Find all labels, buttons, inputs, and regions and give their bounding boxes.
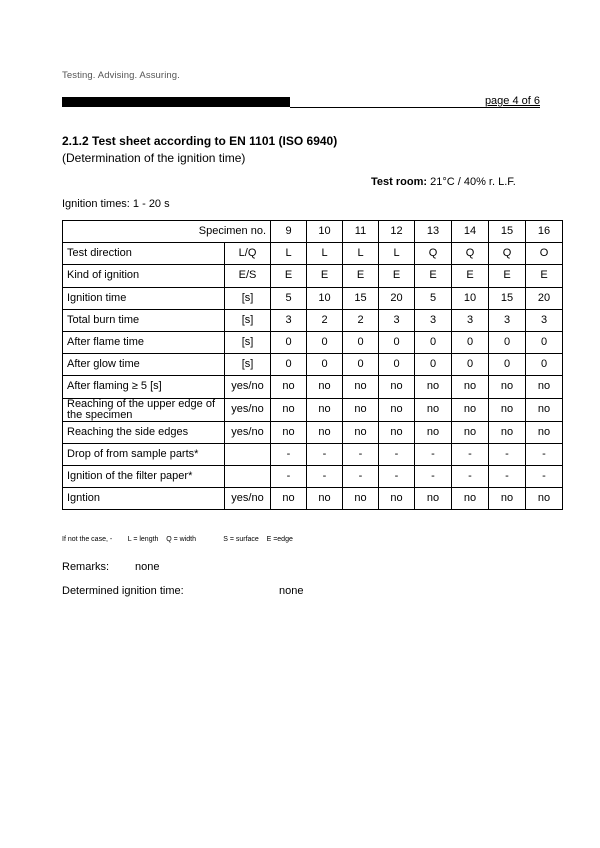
table-cell: - [489,465,526,487]
row-label: Ignition time [63,287,225,309]
test-room-label: Test room: [371,176,428,188]
table-cell: 0 [489,331,526,353]
table-row [63,309,563,331]
table-row [63,421,563,443]
table-cell: Q [415,243,452,265]
determined-label: Determined ignition time: [62,585,184,597]
table-cell: no [307,376,343,398]
test-sheet-table [62,220,563,510]
table-cell: no [307,488,343,510]
determined-value: none [279,585,304,597]
table-cell: 3 [271,309,307,331]
table-cell: 0 [415,354,452,376]
row-label: Kind of ignition [63,265,225,287]
table-cell: - [307,443,343,465]
table-row [63,443,563,465]
table-cell: 5 [415,287,452,309]
table-cell: 2 [307,309,343,331]
table-header-row [63,221,563,243]
row-unit: [s] [225,331,271,353]
table-cell: 15 [343,287,379,309]
table-row [63,398,563,421]
table-cell: 0 [415,331,452,353]
remarks [62,561,160,573]
table-cell: no [489,376,526,398]
table-cell: E [489,265,526,287]
specimen-number: 14 [452,221,489,243]
row-unit: [s] [225,287,271,309]
table-cell: E [452,265,489,287]
row-unit [225,465,271,487]
row-unit: yes/no [225,376,271,398]
legend: If not the case, - L = length Q = width S = surface E =edge [62,536,293,543]
specimen-number: 12 [379,221,415,243]
table-row [63,488,563,510]
table-cell: 3 [379,309,415,331]
header-bar [62,96,540,108]
page-number: page 4 of 6 [484,95,540,107]
test-room-value: 21°C / 40% r. L.F. [427,176,516,188]
table-cell: no [452,398,489,421]
row-unit: E/S [225,265,271,287]
table-cell: E [307,265,343,287]
table-cell: no [271,488,307,510]
table-cell: 20 [526,287,563,309]
row-label: Test direction [63,243,225,265]
specimen-number: 10 [307,221,343,243]
table-cell: - [379,465,415,487]
table-cell: no [379,398,415,421]
table-row [63,243,563,265]
table-cell: - [271,465,307,487]
table-cell: - [415,465,452,487]
table-cell: 2 [343,309,379,331]
table-cell: no [526,398,563,421]
row-label: After glow time [63,354,225,376]
table-cell: 0 [452,354,489,376]
table-cell: 3 [452,309,489,331]
row-label: After flame time [63,331,225,353]
table-cell: no [415,398,452,421]
table-row [63,354,563,376]
row-label: After flaming ≥ 5 [s] [63,376,225,398]
row-label: Reaching the side edges [63,421,225,443]
table-cell: no [343,421,379,443]
table-cell: no [271,421,307,443]
table-cell: 0 [526,331,563,353]
table-cell: no [343,398,379,421]
table-cell: no [489,488,526,510]
table-cell: - [489,443,526,465]
table-cell: no [379,376,415,398]
table-cell: L [379,243,415,265]
section-title: 2.1.2 Test sheet according to EN 1101 (ISO 6940) [62,134,338,148]
table-cell: no [379,488,415,510]
table-cell: no [526,421,563,443]
table-cell: E [415,265,452,287]
row-label: Drop of from sample parts* [63,443,225,465]
table-cell: E [271,265,307,287]
table-cell: E [379,265,415,287]
row-label: Total burn time [63,309,225,331]
table-cell: 0 [271,331,307,353]
table-cell: 3 [526,309,563,331]
table-cell: 3 [415,309,452,331]
remarks-value: none [135,561,160,573]
table-cell: - [526,443,563,465]
table-cell: 5 [271,287,307,309]
table-cell: no [343,376,379,398]
remarks-label: Remarks: [62,561,110,573]
table-row [63,331,563,353]
table-cell: - [452,465,489,487]
specimen-number: 11 [343,221,379,243]
row-unit: yes/no [225,398,271,421]
table-cell: 0 [307,354,343,376]
table-cell: no [526,376,563,398]
row-unit: yes/no [225,488,271,510]
table-cell: no [379,421,415,443]
row-label: Reaching of the upper edge of the specimen [63,398,225,421]
table-cell: - [271,443,307,465]
table-cell: no [343,488,379,510]
table-cell: E [526,265,563,287]
table-cell: - [307,465,343,487]
specimen-number: 9 [271,221,307,243]
determined-ignition-time [62,585,304,597]
table-cell: 0 [343,354,379,376]
ignition-times: Ignition times: 1 - 20 s [62,198,170,210]
table-cell: no [415,376,452,398]
table-cell: no [415,421,452,443]
row-unit: [s] [225,354,271,376]
table-cell: 0 [489,354,526,376]
table-cell: 0 [379,354,415,376]
redacted-bar [62,97,290,107]
specimen-number: 16 [526,221,563,243]
table-cell: no [452,488,489,510]
table-cell: 0 [379,331,415,353]
table-row [63,287,563,309]
table-cell: - [415,443,452,465]
table-cell: no [271,398,307,421]
table-cell: 0 [452,331,489,353]
table-cell: 20 [379,287,415,309]
table-cell: no [452,421,489,443]
table-cell: 0 [343,331,379,353]
table-cell: no [489,398,526,421]
tagline: Testing. Advising. Assuring. [62,70,180,81]
table-cell: Q [452,243,489,265]
table-cell: 15 [489,287,526,309]
table-cell: no [415,488,452,510]
table-cell: no [452,376,489,398]
table-cell: 0 [307,331,343,353]
table-cell: no [526,488,563,510]
specimen-number: 13 [415,221,452,243]
specimen-number: 15 [489,221,526,243]
table-cell: Q [489,243,526,265]
table-cell: no [489,421,526,443]
table-cell: 0 [271,354,307,376]
table-cell: no [271,376,307,398]
table-cell: - [452,443,489,465]
table-cell: 10 [452,287,489,309]
table-cell: L [343,243,379,265]
specimen-label: Specimen no. [63,221,271,243]
table-cell: 0 [526,354,563,376]
row-label: Ignition of the filter paper* [63,465,225,487]
row-unit [225,443,271,465]
header-rule [290,107,540,108]
table-cell: - [343,443,379,465]
row-unit: yes/no [225,421,271,443]
test-room [371,176,516,188]
table-row [63,376,563,398]
table-cell: - [526,465,563,487]
table-cell: O [526,243,563,265]
table-cell: E [343,265,379,287]
table-row [63,465,563,487]
table-cell: L [271,243,307,265]
table-cell: no [307,398,343,421]
table-cell: no [307,421,343,443]
table-cell: 10 [307,287,343,309]
section-subtitle: (Determination of the ignition time) [62,151,246,165]
table-cell: - [343,465,379,487]
table-cell: L [307,243,343,265]
row-unit: [s] [225,309,271,331]
table-cell: - [379,443,415,465]
row-label: Igntion [63,488,225,510]
table-row [63,265,563,287]
table-cell: 3 [489,309,526,331]
row-unit: L/Q [225,243,271,265]
